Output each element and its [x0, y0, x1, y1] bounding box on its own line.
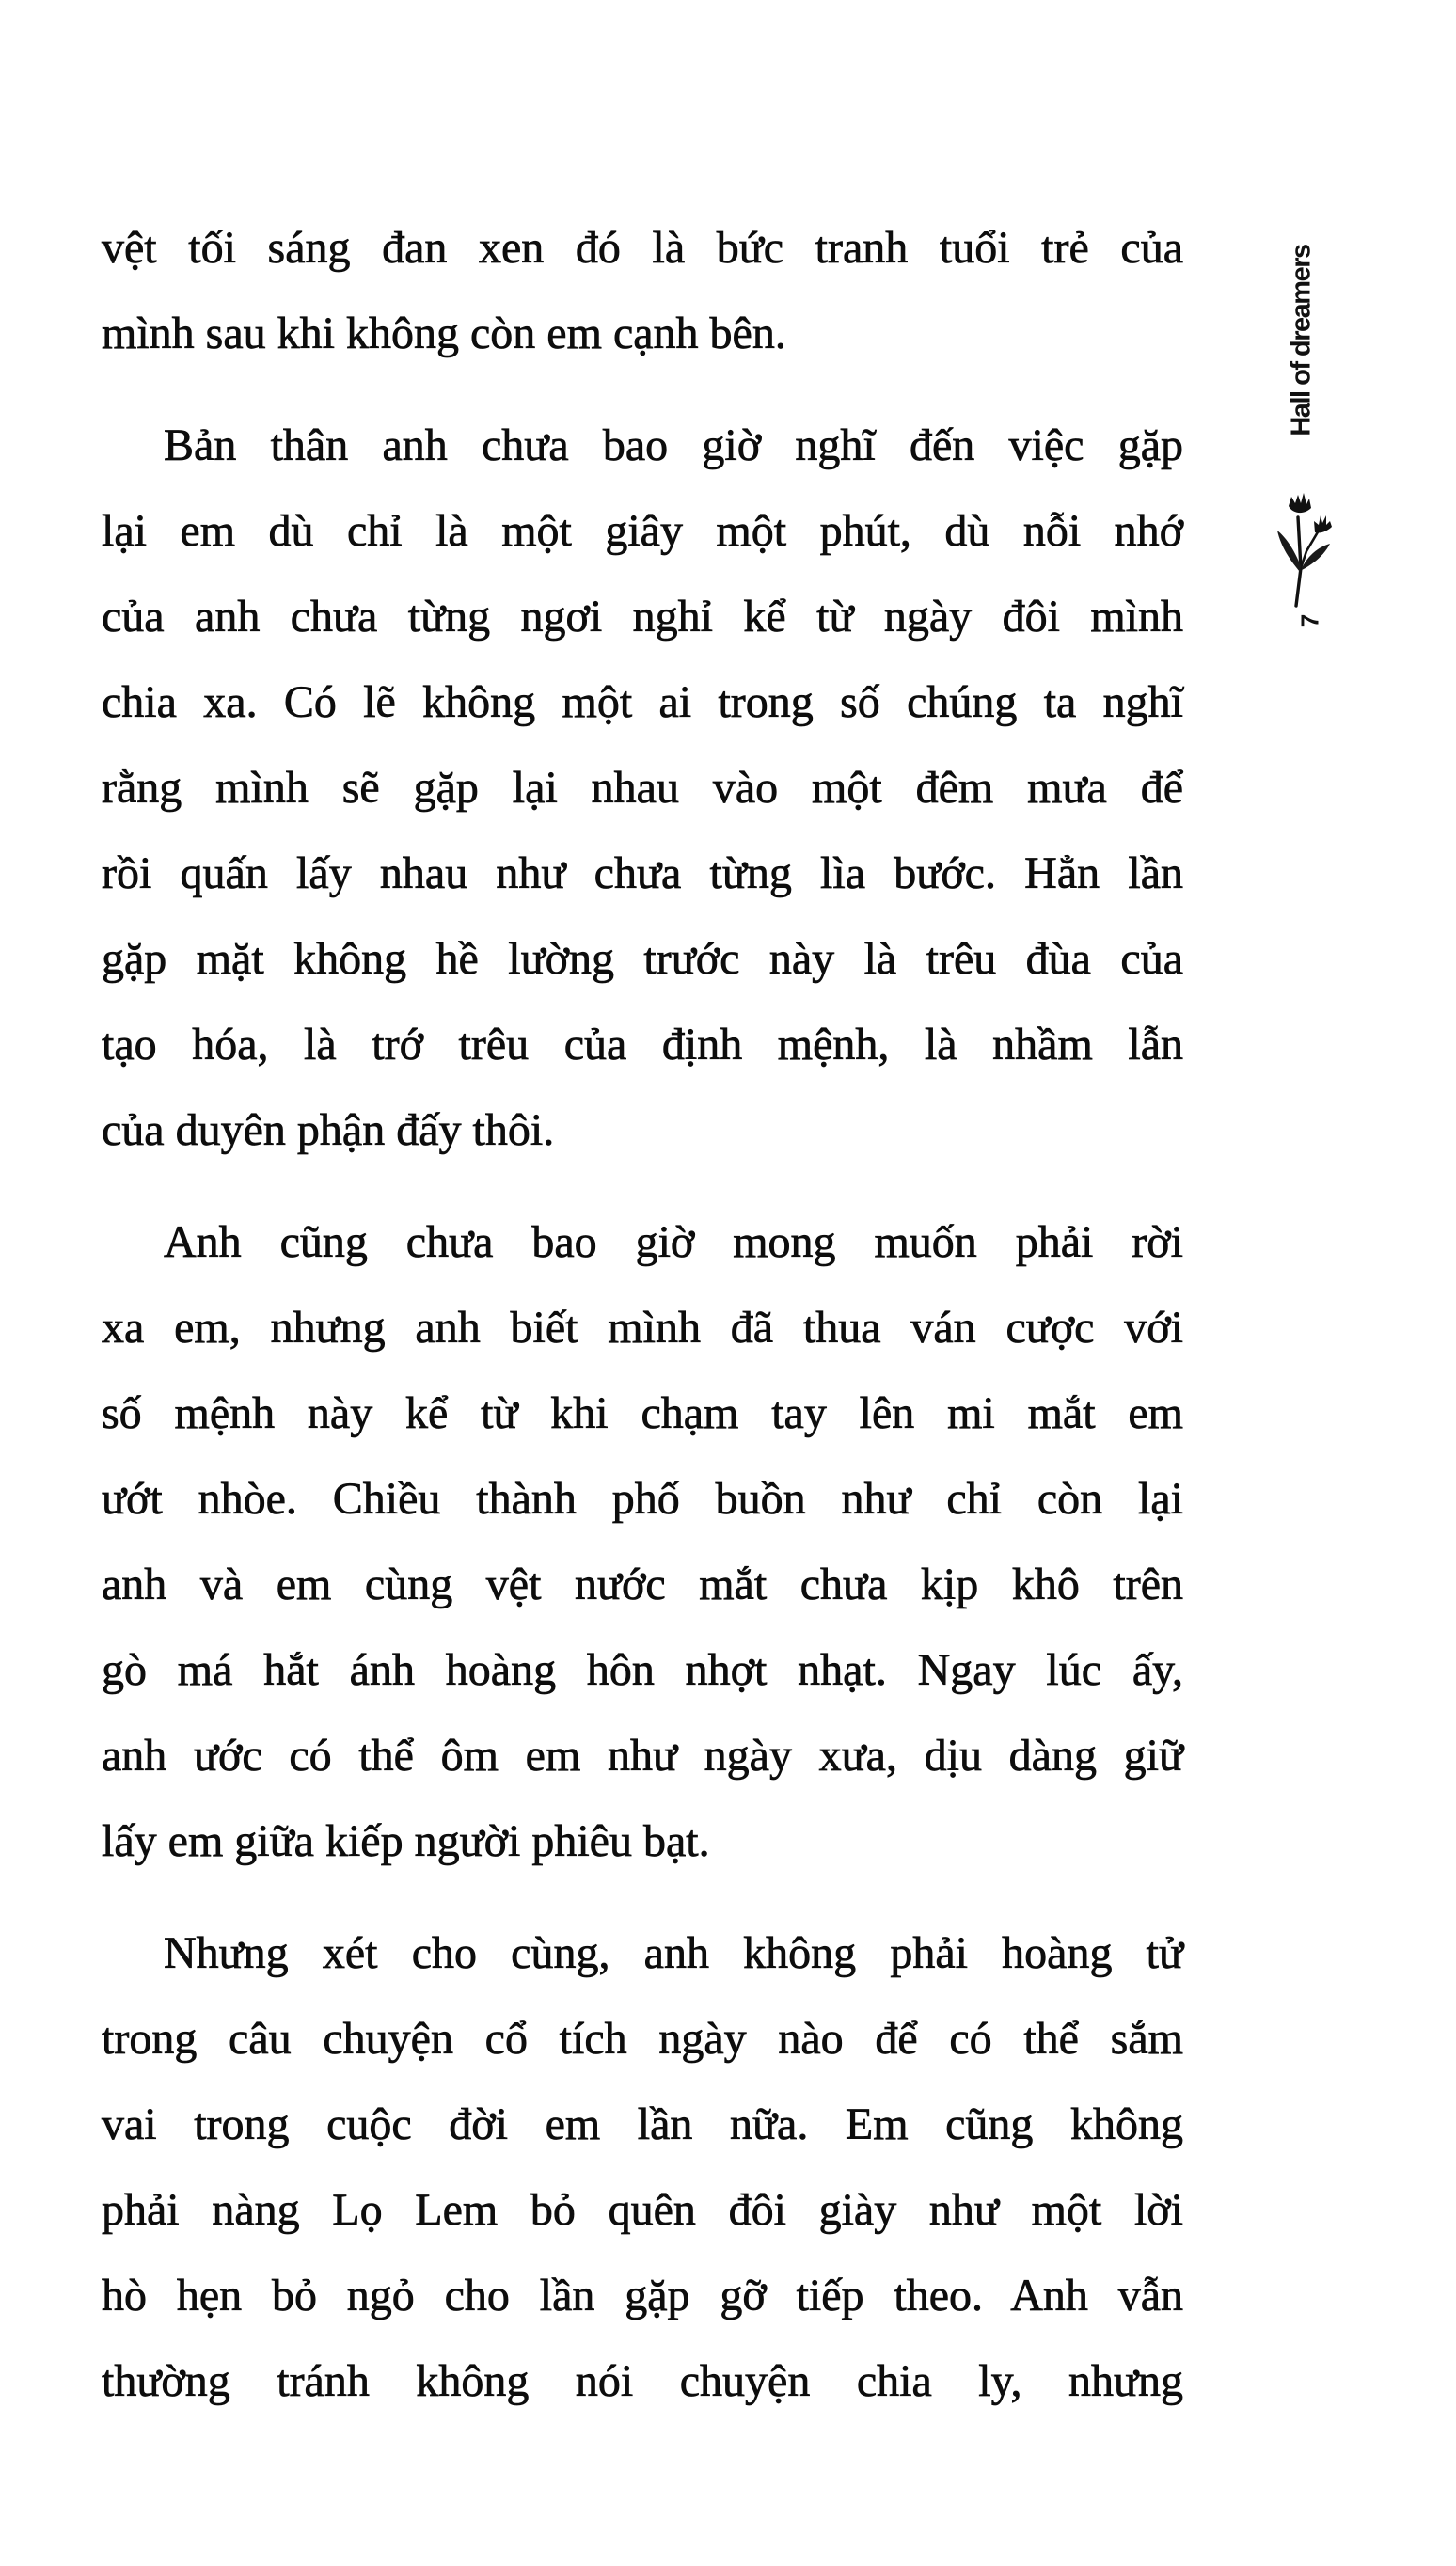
- text-line: tạo hóa, là trớ trêu của định mệnh, là nhầm lẫn: [102, 1020, 1183, 1069]
- text-line: trong câu chuyện cổ tích ngày nào để có thể sắm: [102, 2014, 1183, 2064]
- paragraph-3: [102, 1199, 1183, 1884]
- text-line: vệt tối sáng đan xen đó là bức tranh tuổi trẻ của: [102, 223, 1183, 273]
- text-line: xa em, nhưng anh biết mình đã thua ván cược với: [102, 1303, 1183, 1353]
- text-line: của anh chưa từng ngơi nghỉ kể từ ngày đôi mình: [102, 592, 1183, 642]
- text-line: vai trong cuộc đời em lần nữa. Em cũng không: [102, 2099, 1183, 2149]
- page-number: 7: [1295, 613, 1324, 628]
- text-line: của duyên phận đấy thôi.: [102, 1105, 555, 1155]
- text-line: rằng mình sẽ gặp lại nhau vào một đêm mưa để: [102, 763, 1183, 813]
- text-line: thường tránh không nói chuyện chia ly, nhưng: [102, 2356, 1183, 2406]
- text-line: hò hẹn bỏ ngỏ cho lần gặp gỡ tiếp theo. Anh vẫn: [102, 2271, 1183, 2320]
- text-line: số mệnh này kể từ khi chạm tay lên mi mắt em: [102, 1388, 1183, 1438]
- text-line: lại em dù chỉ là một giây một phút, dù nỗi nhớ: [102, 506, 1183, 556]
- text-line: phải nàng Lọ Lem bỏ quên đôi giày như một lời: [102, 2185, 1183, 2235]
- text-line: mình sau khi không còn em cạnh bên.: [102, 309, 786, 358]
- text-line: gò má hắt ánh hoàng hôn nhợt nhạt. Ngay lúc ấy,: [102, 1645, 1183, 1695]
- text-line: Bản thân anh chưa bao giờ nghĩ đến việc gặp: [164, 420, 1183, 470]
- text-line: lấy em giữa kiếp người phiêu bạt.: [102, 1816, 710, 1866]
- paragraph-2: [102, 403, 1183, 1173]
- text-line: Anh cũng chưa bao giờ mong muốn phải rời: [164, 1217, 1183, 1267]
- running-header-title: Hall of dreamers: [1286, 245, 1317, 436]
- text-line: gặp mặt không hề lường trước này là trêu đùa của: [102, 934, 1183, 984]
- paragraph-4: [102, 1910, 1183, 2424]
- text-line: Nhưng xét cho cùng, anh không phải hoàng tử: [164, 1928, 1183, 1978]
- text-line: anh ước có thể ôm em như ngày xưa, dịu dàng giữ: [102, 1731, 1183, 1781]
- text-line: anh và em cùng vệt nước mắt chưa kịp khô trên: [102, 1560, 1183, 1609]
- text-line: ướt nhòe. Chiều thành phố buồn như chỉ còn lại: [102, 1474, 1183, 1524]
- text-line: rồi quấn lấy nhau như chưa từng lìa bước. Hẳn lần: [102, 848, 1183, 898]
- paragraph-1: [102, 205, 1183, 376]
- flower-sprig-icon: [1275, 474, 1341, 608]
- text-line: chia xa. Có lẽ không một ai trong số chúng ta nghĩ: [102, 677, 1183, 727]
- body-text: [102, 205, 1183, 2450]
